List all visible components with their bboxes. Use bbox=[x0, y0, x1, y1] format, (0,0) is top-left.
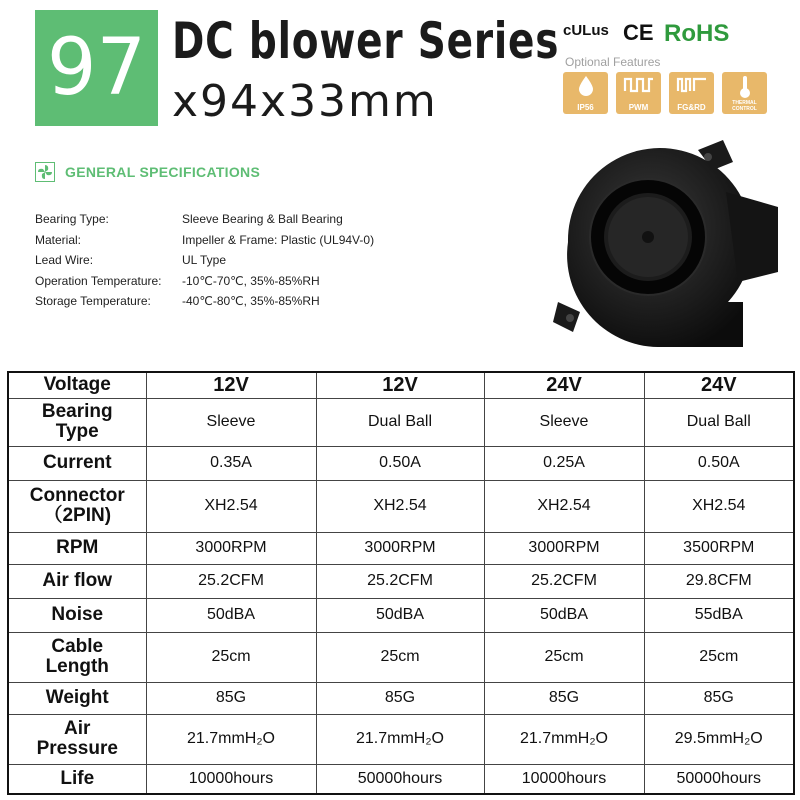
table-cell: 25.2CFM bbox=[484, 564, 644, 598]
table-cell: 50dBA bbox=[146, 598, 316, 632]
size-code-badge: 97 bbox=[35, 10, 158, 126]
spec-table-wrapper bbox=[7, 371, 793, 793]
blower-fan-photo bbox=[548, 132, 783, 347]
ul-certification-mark: cULus bbox=[563, 22, 609, 39]
table-cell: 0.50A bbox=[644, 446, 794, 480]
table-cell: Sleeve bbox=[146, 398, 316, 446]
table-cell: 85G bbox=[316, 682, 484, 714]
table-cell: 0.35A bbox=[146, 446, 316, 480]
spec-key: Material: bbox=[35, 232, 82, 247]
table-cell: 25cm bbox=[146, 632, 316, 682]
general-specs-title: GENERAL SPECIFICATIONS bbox=[65, 164, 261, 180]
fg-rd-caption: FG&RD bbox=[677, 103, 706, 112]
spec-value: Sleeve Bearing & Ball Bearing bbox=[182, 212, 343, 227]
row-label-weight: Weight bbox=[8, 682, 146, 714]
table-cell: XH2.54 bbox=[484, 480, 644, 532]
table-cell: XH2.54 bbox=[316, 480, 484, 532]
spec-key: Bearing Type: bbox=[35, 212, 109, 227]
table-cell: 10000hours bbox=[484, 764, 644, 794]
pwm-caption: PWM bbox=[628, 103, 649, 112]
row-label-noise: Noise bbox=[8, 598, 146, 632]
table-cell: 29.5mmH₂O bbox=[644, 714, 794, 764]
spec-row bbox=[35, 209, 374, 230]
rohs-certification-mark: RoHS bbox=[664, 20, 730, 47]
table-cell: 0.50A bbox=[316, 446, 484, 480]
table-cell: 85G bbox=[644, 682, 794, 714]
spec-table bbox=[7, 371, 795, 795]
table-cell: 3000RPM bbox=[484, 532, 644, 564]
ip56-drop-icon bbox=[563, 72, 608, 114]
spec-value: UL Type bbox=[182, 253, 227, 268]
table-cell: 50dBA bbox=[316, 598, 484, 632]
table-cell: 50dBA bbox=[484, 598, 644, 632]
spec-key: Operation Temperature: bbox=[35, 273, 162, 288]
table-row bbox=[8, 598, 794, 632]
pwm-wave-icon bbox=[616, 72, 661, 114]
table-row bbox=[8, 532, 794, 564]
table-row bbox=[8, 714, 794, 764]
voltage-cell: 24V bbox=[644, 372, 794, 398]
optional-features-label: Optional Features bbox=[565, 55, 661, 69]
spec-row bbox=[35, 291, 374, 312]
table-cell: 25.2CFM bbox=[146, 564, 316, 598]
ce-certification-mark: CE bbox=[623, 20, 654, 45]
spec-row bbox=[35, 271, 374, 292]
table-row bbox=[8, 764, 794, 794]
table-cell: 10000hours bbox=[146, 764, 316, 794]
voltage-cell: 12V bbox=[316, 372, 484, 398]
table-cell: 21.7mmH₂O bbox=[316, 714, 484, 764]
thermometer-icon bbox=[722, 72, 767, 114]
table-cell: 25cm bbox=[316, 632, 484, 682]
row-label-cable-length: Cable Length bbox=[8, 632, 146, 682]
table-cell: Sleeve bbox=[484, 398, 644, 446]
row-label-air-pressure: Air Pressure bbox=[8, 714, 146, 764]
voltage-cell: 12V bbox=[146, 372, 316, 398]
table-cell: 55dBA bbox=[644, 598, 794, 632]
table-cell: 29.8CFM bbox=[644, 564, 794, 598]
spec-row bbox=[35, 250, 374, 271]
row-label-air-flow: Air flow bbox=[8, 564, 146, 598]
table-cell: XH2.54 bbox=[644, 480, 794, 532]
table-row bbox=[8, 446, 794, 480]
table-cell: 50000hours bbox=[316, 764, 484, 794]
table-cell: 25cm bbox=[644, 632, 794, 682]
row-label-bearing-type: Bearing Type bbox=[8, 398, 146, 446]
fan-logo-icon bbox=[35, 162, 55, 182]
table-cell: 21.7mmH₂O bbox=[484, 714, 644, 764]
spec-value: Impeller & Frame: Plastic (UL94V-0) bbox=[182, 232, 375, 247]
voltage-row bbox=[8, 372, 794, 398]
row-label-rpm: RPM bbox=[8, 532, 146, 564]
series-title: DC blower Series bbox=[172, 12, 560, 70]
table-cell: 50000hours bbox=[644, 764, 794, 794]
ip56-caption: IP56 bbox=[577, 103, 594, 112]
table-row bbox=[8, 398, 794, 446]
row-label-life: Life bbox=[8, 764, 146, 794]
table-cell: 25cm bbox=[484, 632, 644, 682]
table-cell: 3500RPM bbox=[644, 532, 794, 564]
table-cell: 25.2CFM bbox=[316, 564, 484, 598]
table-cell: 0.25A bbox=[484, 446, 644, 480]
spec-row bbox=[35, 230, 374, 251]
table-cell: Dual Ball bbox=[316, 398, 484, 446]
row-label-connector: Connector （2PIN) bbox=[8, 480, 146, 532]
thermal-control-caption: THERMAL CONTROL bbox=[732, 100, 757, 112]
general-specs-header bbox=[35, 162, 260, 182]
table-row bbox=[8, 564, 794, 598]
spec-key: Storage Temperature: bbox=[35, 294, 151, 309]
fg-rd-signal-icon bbox=[669, 72, 714, 114]
series-dimensions: x94x33mm bbox=[172, 76, 438, 127]
spec-value: -40℃-80℃, 35%-85%RH bbox=[182, 294, 320, 309]
table-row bbox=[8, 632, 794, 682]
table-cell: Dual Ball bbox=[644, 398, 794, 446]
general-specs-list bbox=[35, 209, 374, 312]
table-row bbox=[8, 480, 794, 532]
spec-value: -10℃-70℃, 35%-85%RH bbox=[182, 273, 320, 288]
table-cell: 3000RPM bbox=[146, 532, 316, 564]
spec-key: Lead Wire: bbox=[35, 253, 94, 268]
table-row bbox=[8, 682, 794, 714]
optional-features-icons bbox=[563, 72, 767, 114]
row-label-voltage: Voltage bbox=[8, 372, 146, 398]
table-cell: 21.7mmH₂O bbox=[146, 714, 316, 764]
table-cell: 85G bbox=[484, 682, 644, 714]
table-cell: 3000RPM bbox=[316, 532, 484, 564]
voltage-cell: 24V bbox=[484, 372, 644, 398]
table-cell: 85G bbox=[146, 682, 316, 714]
table-cell: XH2.54 bbox=[146, 480, 316, 532]
row-label-current: Current bbox=[8, 446, 146, 480]
